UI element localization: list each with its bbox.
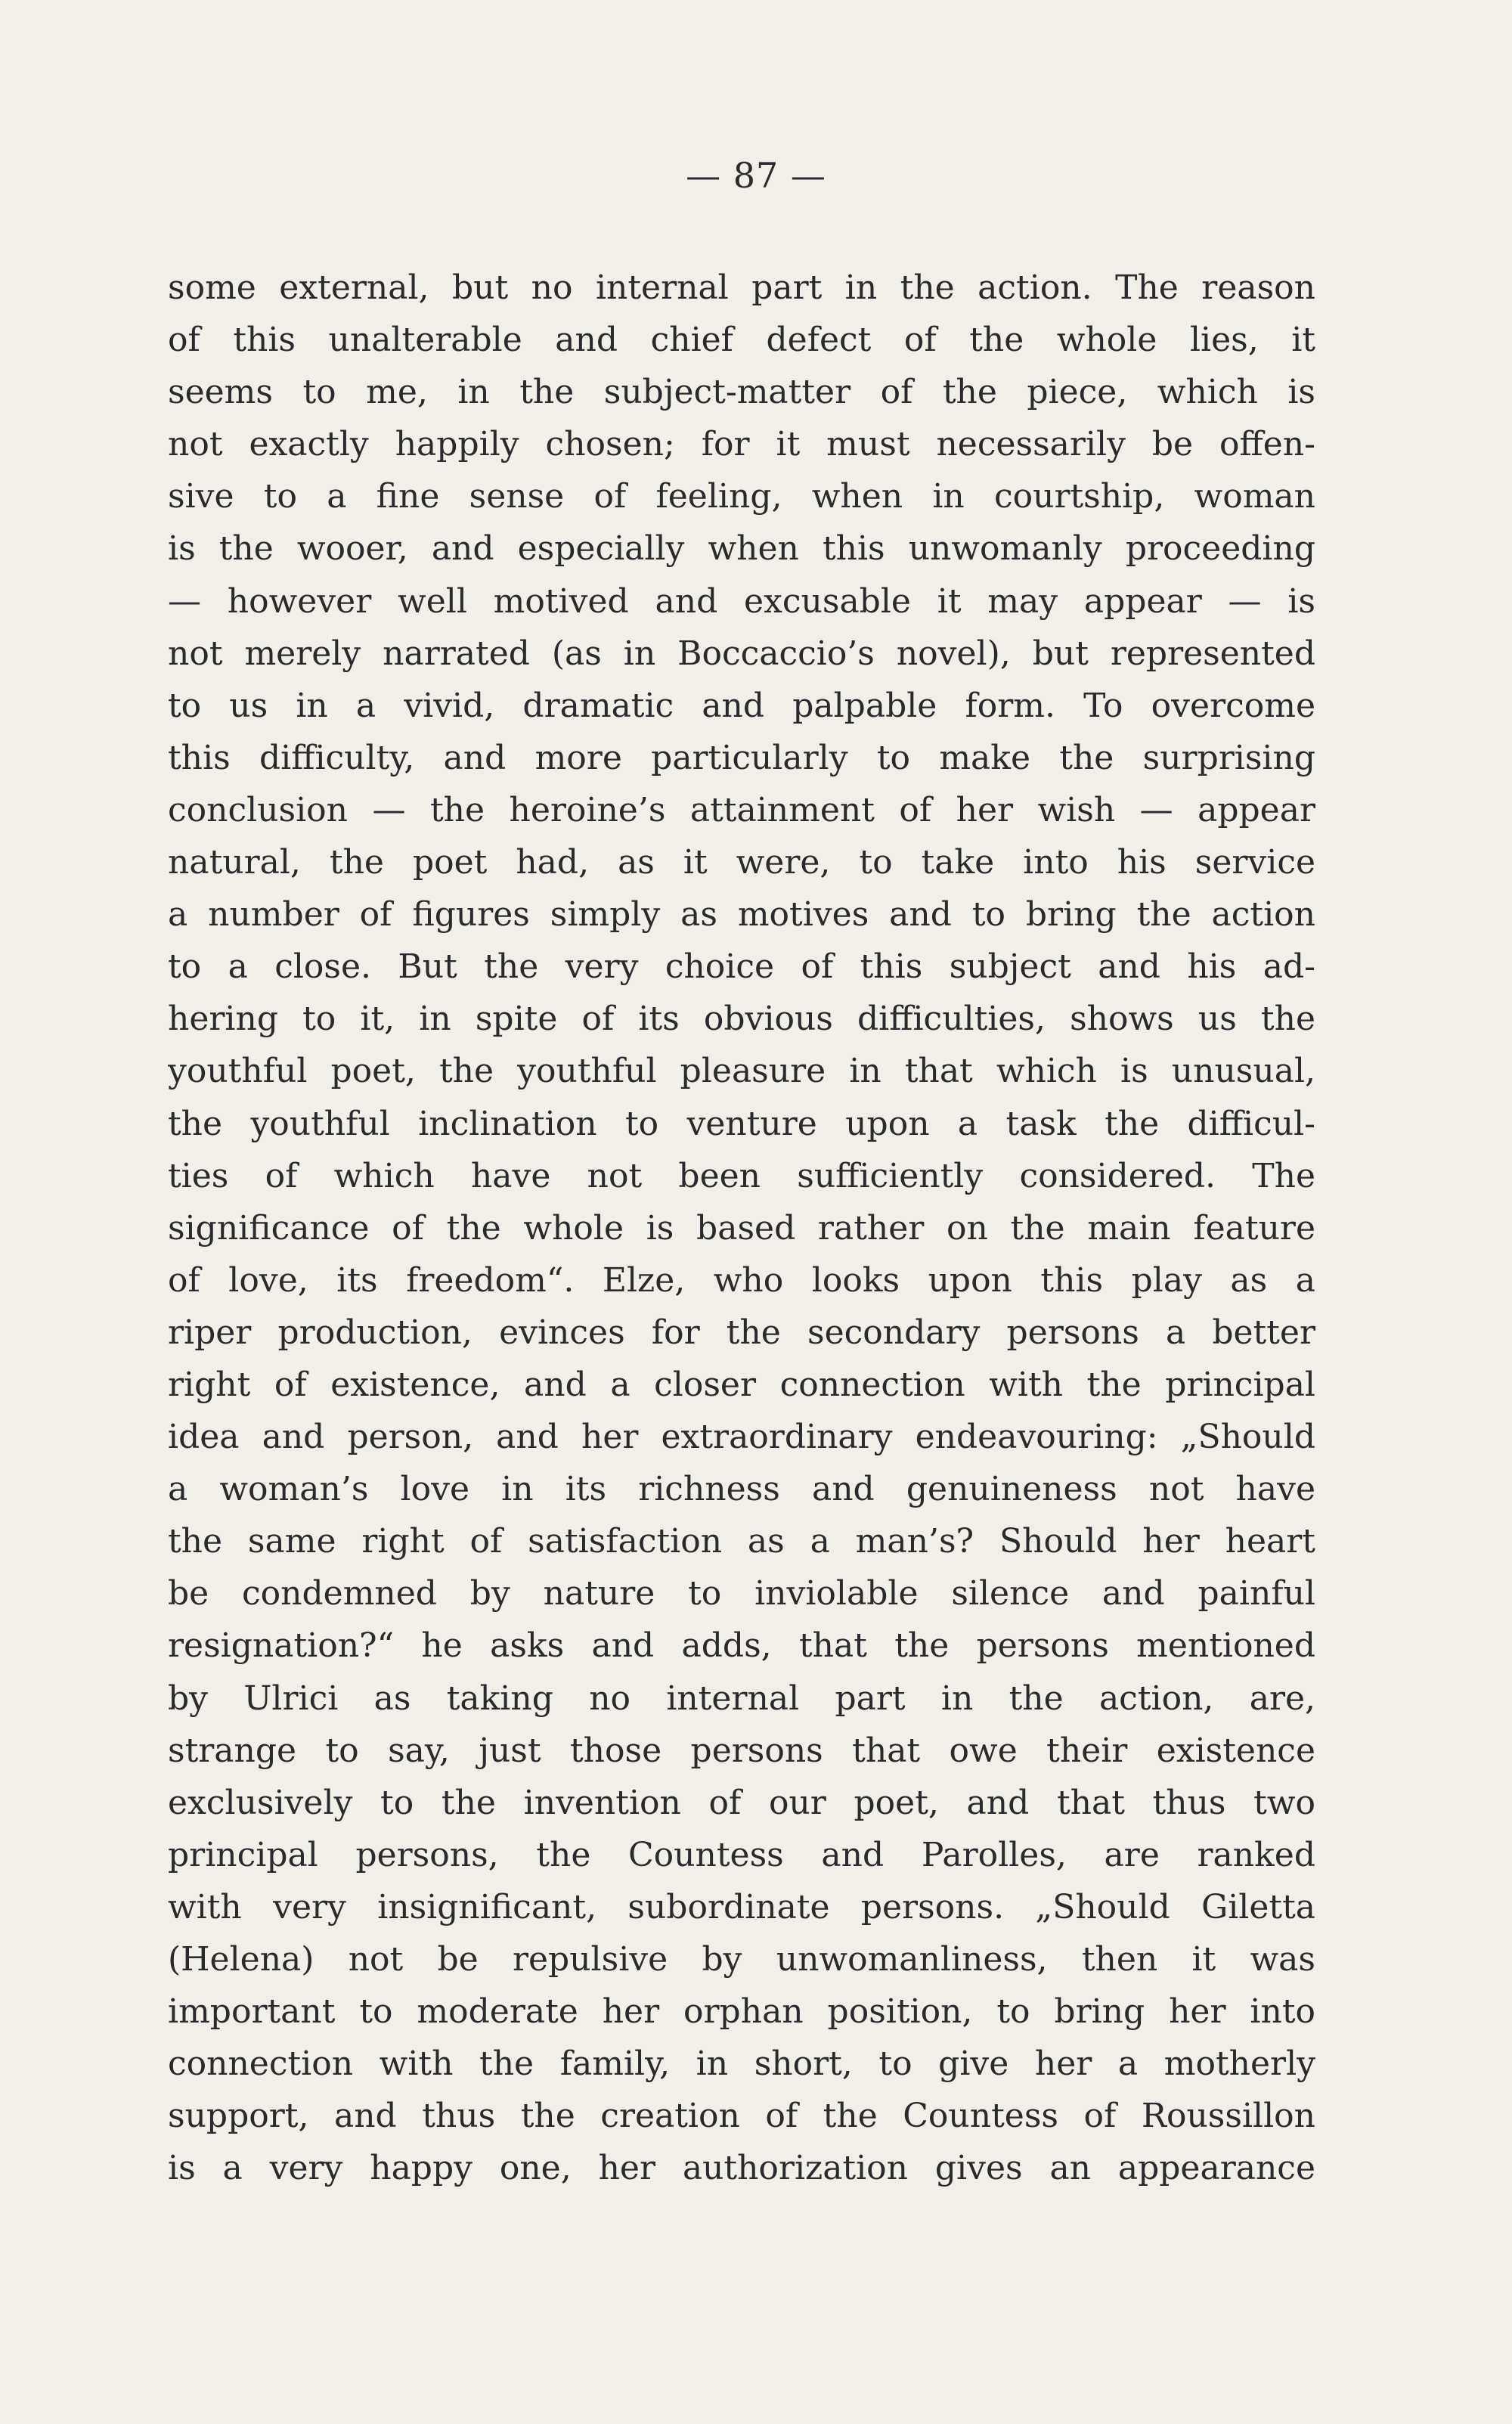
text-line: a number of figures simply as motives and to bring the action <box>168 895 1315 935</box>
body-text <box>168 262 1315 2194</box>
text-line: with very insignificant, subordinate persons. „Should Giletta <box>168 1887 1315 1926</box>
text-line: is a very happy one, her authorization gives an appearance <box>168 2149 1315 2188</box>
text-line: of this unalterable and chief defect of the whole lies, it <box>168 321 1315 360</box>
text-line: — however well motived and excusable it may appear — is <box>168 581 1315 621</box>
text-line: is the wooer, and especially when this unwomanly proceeding <box>168 529 1315 569</box>
text-line: hering to it, in spite of its obvious difficulties, shows us the <box>168 1000 1315 1039</box>
text-line: principal persons, the Countess and Parolles, are ranked <box>168 1835 1315 1874</box>
text-line: connection with the family, in short, to give her a motherly <box>168 2044 1315 2084</box>
text-line: by Ulrici as taking no internal part in the action, are, <box>168 1679 1315 1718</box>
text-line: resignation?“ he asks and adds, that the persons mentioned <box>168 1626 1315 1666</box>
text-line: a woman’s love in its richness and genuineness not have <box>168 1470 1315 1509</box>
text-line: conclusion — the heroine’s attainment of her wish — appear <box>168 790 1315 829</box>
text-line: the same right of satisfaction as a man’s? Should her heart <box>168 1522 1315 1561</box>
text-line: some external, but no internal part in the action. The reason <box>168 268 1315 307</box>
text-line: support, and thus the creation of the Countess of Roussillon <box>168 2097 1315 2136</box>
text-line: (Helena) not be repulsive by unwomanliness, then it was <box>168 1940 1315 1979</box>
text-line: natural, the poet had, as it were, to take into his service <box>168 843 1315 882</box>
text-line: seems to me, in the subject-matter of the piece, which is <box>168 373 1315 412</box>
text-line: riper production, evinces for the secondary persons a better <box>168 1313 1315 1352</box>
text-line: important to moderate her orphan position, to bring her into <box>168 1992 1315 2032</box>
text-line: strange to say, just those persons that owe their existence <box>168 1731 1315 1770</box>
text-line: ties of which have not been sufficiently considered. The <box>168 1156 1315 1195</box>
text-line: youthful poet, the youthful pleasure in that which is unusual, <box>168 1052 1315 1091</box>
text-line: exclusively to the invention of our poet, and that thus two <box>168 1783 1315 1822</box>
text-line: the youthful inclination to venture upon a task the difficul- <box>168 1104 1315 1143</box>
text-line: sive to a fine sense of feeling, when in courtship, woman <box>168 477 1315 516</box>
text-line: be condemned by nature to inviolable silence and painful <box>168 1574 1315 1613</box>
page-number: — 87 — <box>686 155 826 196</box>
text-line: idea and person, and her extraordinary endeavouring: „Should <box>168 1418 1315 1457</box>
text-line: to us in a vivid, dramatic and palpable form. To overcome <box>168 686 1315 725</box>
text-line: not merely narrated (as in Boccaccio’s novel), but represented <box>168 634 1315 673</box>
text-line: not exactly happily chosen; for it must necessarily be offen- <box>168 425 1315 464</box>
text-line: to a close. But the very choice of this subject and his ad- <box>168 947 1315 987</box>
text-line: right of existence, and a closer connection with the principal <box>168 1365 1315 1404</box>
text-line: of love, its freedom“. Elze, who looks upon this play as a <box>168 1260 1315 1300</box>
text-line: significance of the whole is based rather on the main feature <box>168 1208 1315 1248</box>
text-line: this difficulty, and more particularly to make the surprising <box>168 738 1315 777</box>
